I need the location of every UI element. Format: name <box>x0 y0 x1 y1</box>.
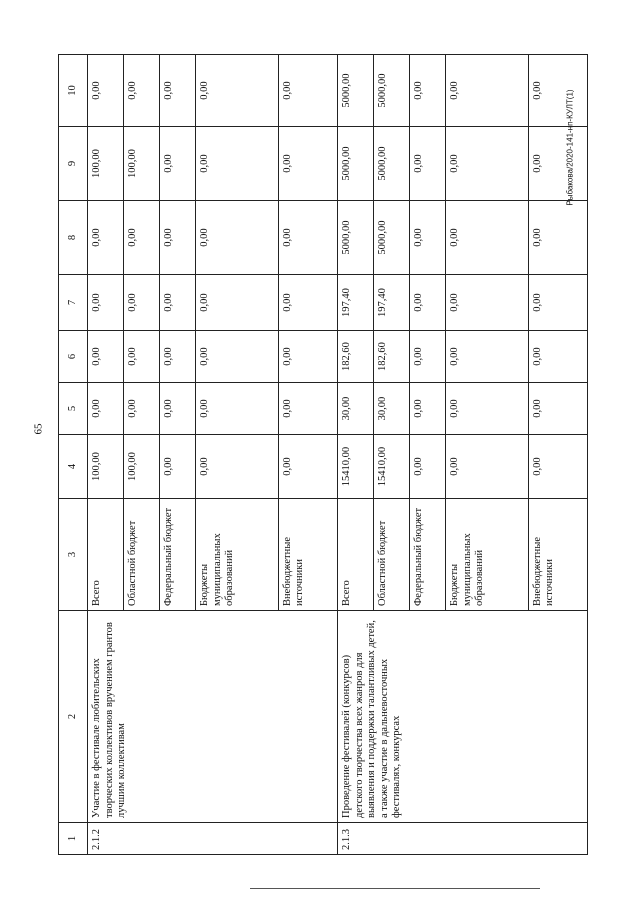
header-cell: 2 <box>59 611 88 823</box>
amount-cell: 0,00 <box>160 383 196 435</box>
funding-source: Внебюджетные источники <box>278 499 337 611</box>
amount-cell: 0,00 <box>278 275 337 331</box>
amount-cell: 197,40 <box>337 275 373 331</box>
amount-cell: 0,00 <box>124 383 160 435</box>
amount-cell: 0,00 <box>124 55 160 127</box>
amount-cell: 197,40 <box>374 275 410 331</box>
amount-cell: 0,00 <box>124 275 160 331</box>
table-row <box>337 55 373 855</box>
amount-cell: 0,00 <box>160 331 196 383</box>
funding-source: Федеральный бюджет <box>160 499 196 611</box>
amount-cell: 0,00 <box>410 127 446 201</box>
funding-source: Федеральный бюджет <box>410 499 446 611</box>
amount-cell: 0,00 <box>196 331 278 383</box>
amount-cell: 0,00 <box>446 435 528 499</box>
amount-cell: 0,00 <box>528 201 587 275</box>
amount-cell: 0,00 <box>446 275 528 331</box>
header-row <box>59 55 88 855</box>
item-number: 2.1.2 <box>88 823 338 855</box>
amount-cell: 0,00 <box>196 435 278 499</box>
bottom-rule <box>250 888 540 889</box>
amount-cell: 0,00 <box>88 383 124 435</box>
amount-cell: 0,00 <box>278 435 337 499</box>
amount-cell: 182,60 <box>337 331 373 383</box>
amount-cell: 0,00 <box>160 127 196 201</box>
amount-cell: 0,00 <box>196 383 278 435</box>
amount-cell: 5000,00 <box>374 201 410 275</box>
document-code: Рыбакова/2020-141-нп-КУЛТ(1) <box>565 89 575 206</box>
amount-cell: 0,00 <box>410 275 446 331</box>
header-cell: 5 <box>59 383 88 435</box>
amount-cell: 5000,00 <box>337 127 373 201</box>
amount-cell: 0,00 <box>196 55 278 127</box>
amount-cell: 0,00 <box>410 383 446 435</box>
amount-cell: 5000,00 <box>337 55 373 127</box>
funding-source: Областной бюджет <box>374 499 410 611</box>
amount-cell: 0,00 <box>410 201 446 275</box>
table-row <box>88 55 124 855</box>
amount-cell: 5000,00 <box>374 127 410 201</box>
amount-cell: 0,00 <box>278 383 337 435</box>
amount-cell: 0,00 <box>278 127 337 201</box>
amount-cell: 5000,00 <box>337 201 373 275</box>
amount-cell: 0,00 <box>528 435 587 499</box>
amount-cell: 15410,00 <box>337 435 373 499</box>
budget-table <box>58 54 588 855</box>
header-cell: 3 <box>59 499 88 611</box>
amount-cell: 0,00 <box>528 127 587 201</box>
amount-cell: 0,00 <box>410 55 446 127</box>
amount-cell: 0,00 <box>160 201 196 275</box>
funding-source: Областной бюджет <box>124 499 160 611</box>
amount-cell: 0,00 <box>196 275 278 331</box>
amount-cell: 0,00 <box>410 331 446 383</box>
funding-source: Всего <box>337 499 373 611</box>
amount-cell: 0,00 <box>196 127 278 201</box>
amount-cell: 15410,00 <box>374 435 410 499</box>
amount-cell: 0,00 <box>160 55 196 127</box>
amount-cell: 0,00 <box>446 331 528 383</box>
amount-cell: 0,00 <box>446 55 528 127</box>
amount-cell: 0,00 <box>410 435 446 499</box>
amount-cell: 100,00 <box>88 435 124 499</box>
amount-cell: 0,00 <box>278 331 337 383</box>
amount-cell: 0,00 <box>88 275 124 331</box>
header-cell: 9 <box>59 127 88 201</box>
amount-cell: 30,00 <box>337 383 373 435</box>
amount-cell: 0,00 <box>160 435 196 499</box>
amount-cell: 0,00 <box>446 201 528 275</box>
amount-cell: 100,00 <box>124 435 160 499</box>
amount-cell: 0,00 <box>528 55 587 127</box>
amount-cell: 0,00 <box>446 127 528 201</box>
amount-cell: 0,00 <box>124 201 160 275</box>
header-cell: 1 <box>59 823 88 855</box>
item-description: Участие в фестивале любительских творческих коллективов вручением грантов лучшим коллективам <box>88 611 338 823</box>
amount-cell: 0,00 <box>88 201 124 275</box>
funding-source: Бюджеты муниципальных образований <box>446 499 528 611</box>
header-cell: 6 <box>59 331 88 383</box>
amount-cell: 0,00 <box>528 275 587 331</box>
amount-cell: 0,00 <box>124 331 160 383</box>
amount-cell: 0,00 <box>278 55 337 127</box>
amount-cell: 0,00 <box>446 383 528 435</box>
amount-cell: 0,00 <box>278 201 337 275</box>
funding-source: Бюджеты муниципальных образований <box>196 499 278 611</box>
item-number: 2.1.3 <box>337 823 587 855</box>
item-description: Проведение фестивалей (конкурсов) детского творчества всех жанров для выявления и поддержки талантливых детей, а также участие в дальневосточных фестивалях, конкурсах <box>337 611 587 823</box>
amount-cell: 0,00 <box>160 275 196 331</box>
header-cell: 4 <box>59 435 88 499</box>
amount-cell: 182,60 <box>374 331 410 383</box>
header-cell: 8 <box>59 201 88 275</box>
header-cell: 7 <box>59 275 88 331</box>
funding-source: Всего <box>88 499 124 611</box>
header-cell: 10 <box>59 55 88 127</box>
amount-cell: 100,00 <box>124 127 160 201</box>
amount-cell: 0,00 <box>528 331 587 383</box>
funding-source: Внебюджетные источники <box>528 499 587 611</box>
amount-cell: 0,00 <box>88 331 124 383</box>
amount-cell: 0,00 <box>196 201 278 275</box>
amount-cell: 0,00 <box>528 383 587 435</box>
page-number: 65 <box>32 423 45 435</box>
amount-cell: 5000,00 <box>374 55 410 127</box>
table-body <box>88 55 588 855</box>
amount-cell: 0,00 <box>88 55 124 127</box>
amount-cell: 30,00 <box>374 383 410 435</box>
rotated-page-content <box>58 55 588 855</box>
amount-cell: 100,00 <box>88 127 124 201</box>
